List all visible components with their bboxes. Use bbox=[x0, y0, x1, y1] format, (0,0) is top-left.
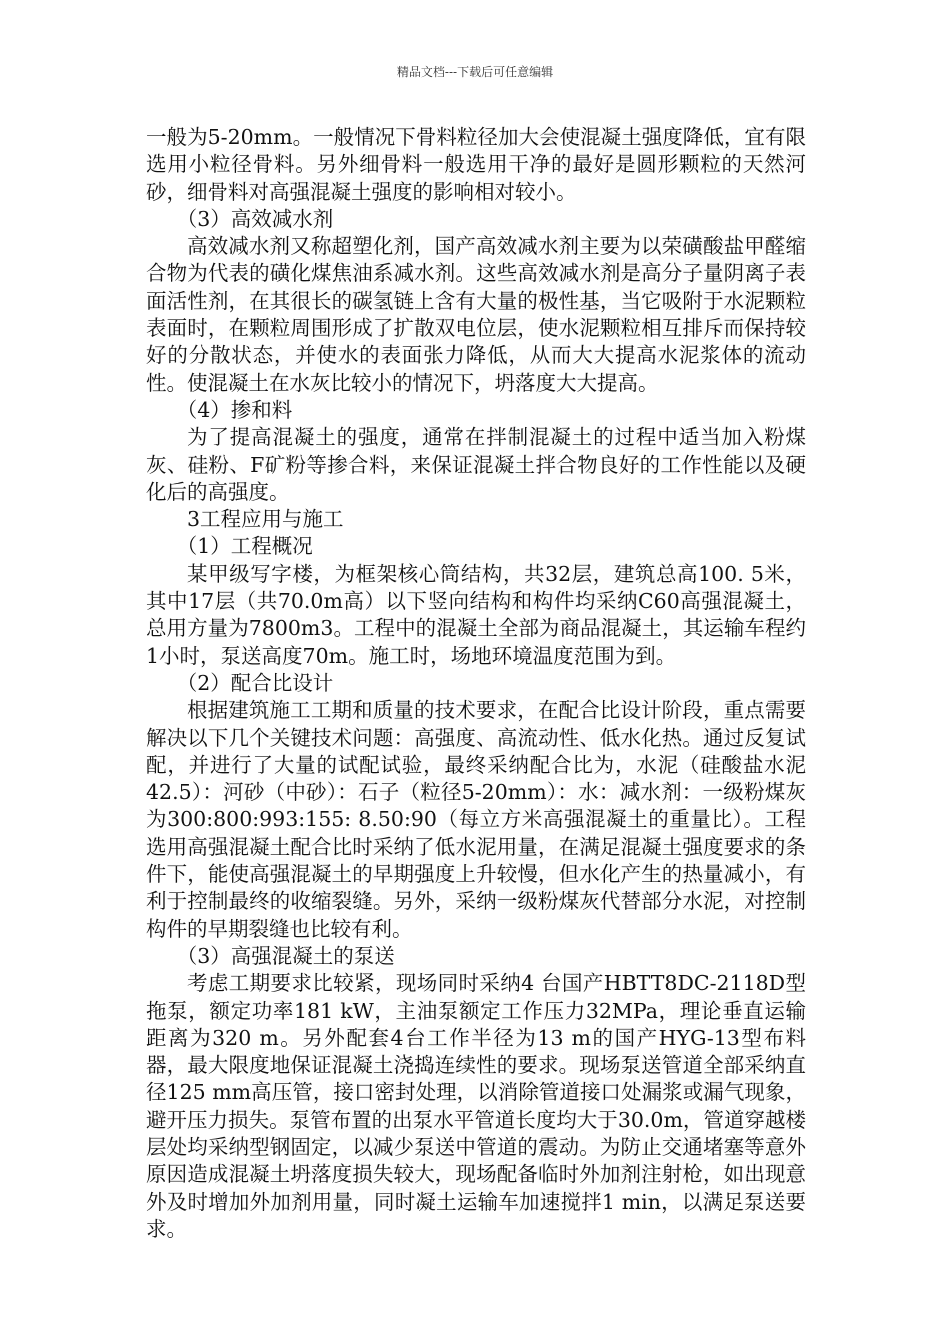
section-heading-overview: （1）工程概况 bbox=[176, 534, 313, 559]
chapter-heading-engineering: 3工程应用与施工 bbox=[187, 507, 344, 532]
page-header: 精品文档---下载后可任意编辑 bbox=[396, 65, 554, 79]
section-heading-mix-design: （2）配合比设计 bbox=[176, 670, 334, 695]
section-heading-superplasticizer: （3）高效减水剂 bbox=[176, 206, 334, 231]
paragraph-pumping: 考虑工期要求比较紧，现场同时采纳4 台国产HBTT8DC-2118D型拖泵，额定功率181 kW，主油泵额定工作压力32MPa，理论垂直运输距离为320 m。另外配套4台工作半径为13 m的国产HYG-13型布料器，最大限度地保证混凝土浇捣连续性的要求。现场泵送管道全部采纳直径125 mm高压管，接口密封处理，以消除管道接口处漏浆或漏气现象，避开压力损失。泵管布置的出泵水平管道长度均大于30.0m，管道穿越楼层处均采纳型钢固定，以减少泵送中管道的震动。为防止交通堵塞等意外原因造成混凝土坍落度损失较大，现场配备临时外加剂注射枪，如出现意外及时增加外加剂用量，同时凝土运输车加速搅拌1 min，以满足泵送要求。 bbox=[146, 971, 806, 1241]
paragraph-mix-design: 根据建筑施工工期和质量的技术要求，在配合比设计阶段，重点需要解决以下几个关键技术问题：高强度、高流动性、低水化热。通过反复试配，并进行了大量的试配试验，最终采纳配合比为，水泥（硅酸盐水泥42.5）：河砂（中砂）：石子（粒径5-20mm）：水：减水剂：一级粉煤灰为300:800:993:155: 8.50:90（每立方米高强混凝土的重量比）。工程选用高强混凝土配合比时采纳了低水泥用量，在满足混凝土强度要求的条件下，能使高强混凝土的早期强度上升较慢，但水化产生的热量减小，有利于控制最终的收缩裂缝。另外，采纳一级粉煤灰代替部分水泥，对控制构件的早期裂缝也比较有利。 bbox=[146, 698, 806, 941]
document-body bbox=[146, 124, 806, 1243]
paragraph-superplasticizer: 高效减水剂又称超塑化剂，国产高效减水剂主要为以荣磺酸盐甲醛缩合物为代表的磺化煤焦油系减水剂。这些高效减水剂是高分子量阴离子表面活性剂，在其很长的碳氢链上含有大量的极性基，当它吸附于水泥颗粒表面时，在颗粒周围形成了扩散双电位层，使水泥颗粒相互排斥而保持较好的分散状态，并使水的表面张力降低，从而大大提高水泥浆体的流动性。使混凝土在水灰比较小的情况下，坍落度大大提高。 bbox=[146, 234, 806, 395]
paragraph-overview: 某甲级写字楼，为框架核心筒结构，共32层，建筑总高100. 5米，其中17层（共70.0m高）以下竖向结构和构件均采纳C60高强混凝土，总用方量为7800m3。工程中的混凝土全部为商品混凝土，其运输车程约1小时，泵送高度70m。施工时，场地环境温度范围为到。 bbox=[146, 561, 806, 668]
paragraph-admixture: 为了提高混凝土的强度，通常在拌制混凝土的过程中适当加入粉煤灰、硅粉、F矿粉等掺合料，来保证混凝土拌合物良好的工作性能以及硬化后的高强度。 bbox=[146, 425, 806, 504]
section-heading-admixture: （4）掺和料 bbox=[176, 397, 293, 422]
section-heading-pumping: （3）高强混凝土的泵送 bbox=[176, 943, 395, 968]
paragraph-aggregate-size: 一般为5-20mm。一般情况下骨料粒径加大会使混凝土强度降低，宜有限选用小粒径骨料。另外细骨料一般选用干净的最好是圆形颗粒的天然河砂，细骨料对高强混凝土强度的影响相对较小。 bbox=[146, 125, 806, 204]
